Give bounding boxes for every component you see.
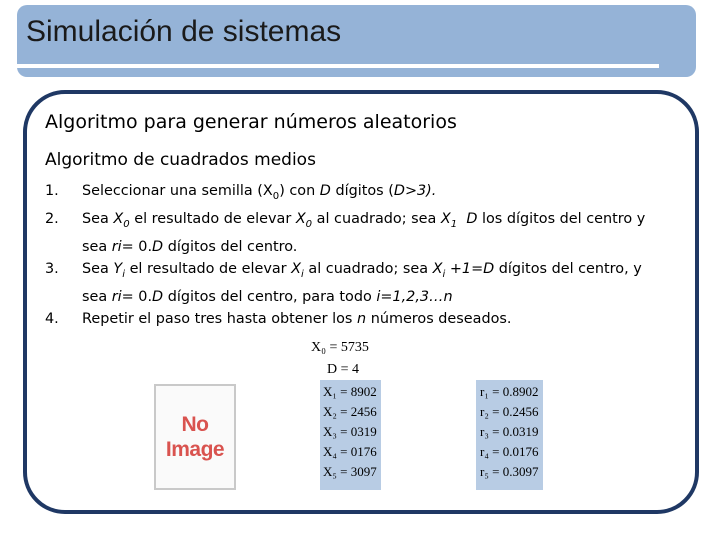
- step-number: 1.: [45, 183, 59, 199]
- step-number: 3.: [45, 260, 59, 277]
- r-value: r₂ = 0.2456: [480, 404, 539, 419]
- r-value: r₅ = 0.3097: [480, 464, 539, 479]
- step-text: Seleccionar una semilla $(X_0)$ con D dígitos (D>3).: [82, 183, 437, 202]
- step-item: [45, 258, 665, 308]
- step-item: [45, 180, 665, 208]
- r-values-box: [476, 380, 543, 490]
- r-value: r₁ = 0.8902: [480, 384, 539, 399]
- step-item: [45, 308, 665, 330]
- title-underline: [17, 64, 659, 68]
- r-value: r₃ = 0.0319: [480, 424, 539, 439]
- section-heading: Algoritmo para generar números aleatorios: [45, 111, 457, 133]
- digits-formula: D = 4: [327, 362, 360, 377]
- x-values-box: [320, 380, 381, 490]
- step-item: [45, 208, 665, 258]
- step-number: 2.: [45, 210, 59, 227]
- slide-title: Simulación de sistemas: [26, 15, 342, 48]
- x-value: X₂ = 2456: [323, 404, 377, 419]
- no-image-text-line2: Image: [165, 438, 225, 461]
- step-text: Sea $Y_i$ el resultado de elevar $X_i$ al cuadrado; sea $X_i +1=D$ dígitos del centro, y sea ri= 0.D dígitos del centro, para todo i=1,2,3…n: [82, 260, 642, 305]
- x-value: X₅ = 3097: [323, 464, 377, 479]
- x-value: X₃ = 0319: [323, 424, 377, 439]
- steps-list: [45, 180, 665, 330]
- step-text: Sea $X_0$ el resultado de elevar $X_0$ al cuadrado; sea $X_1$ D los dígitos del centro y sea ri= 0.D dígitos del centro.: [82, 210, 646, 255]
- r-value: r₄ = 0.0176: [480, 444, 539, 459]
- section-subheading: Algoritmo de cuadrados medios: [45, 150, 316, 170]
- x-value: X₁ = 8902: [323, 384, 377, 399]
- no-image-placeholder: [154, 384, 236, 490]
- seed-formula: X₀ = 5735: [311, 340, 369, 355]
- x-value: X₄ = 0176: [323, 444, 377, 459]
- step-number: 4.: [45, 310, 59, 327]
- no-image-text-line1: No: [181, 413, 209, 436]
- step-text: Repetir el paso tres hasta obtener los n números deseados.: [82, 310, 512, 327]
